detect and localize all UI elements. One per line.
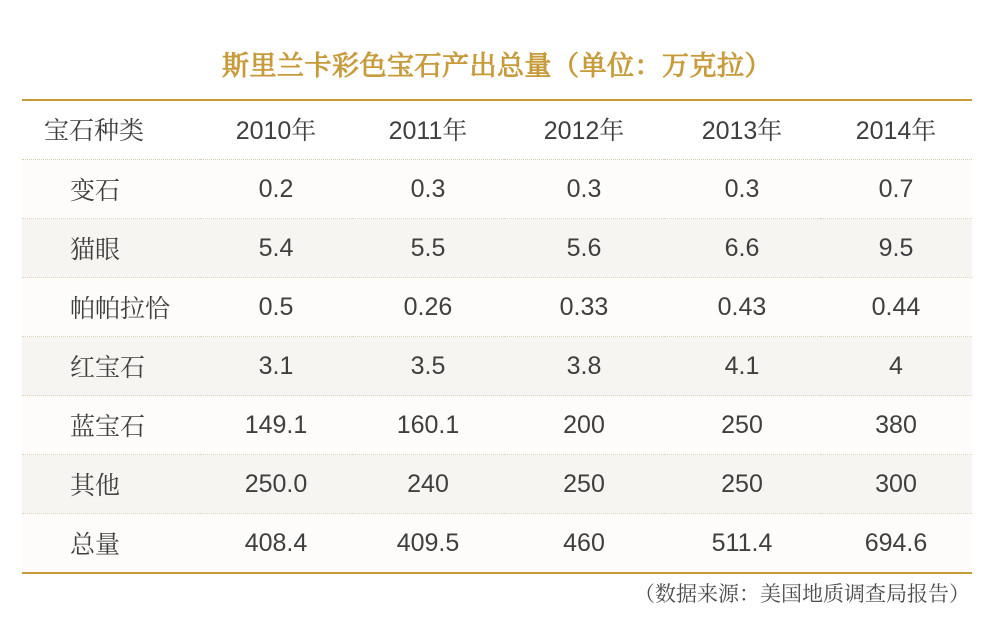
- row-label: 红宝石: [22, 337, 200, 396]
- cell-value: 0.44: [820, 278, 972, 337]
- cell-value: 0.3: [352, 160, 504, 219]
- column-header-2010: 2010年: [200, 100, 352, 160]
- row-label: 蓝宝石: [22, 396, 200, 455]
- cell-value: 0.5: [200, 278, 352, 337]
- table-row: [22, 160, 972, 219]
- column-header-2011: 2011年: [352, 100, 504, 160]
- cell-value: 240: [352, 455, 504, 514]
- table-body: [22, 160, 972, 574]
- cell-value: 3.5: [352, 337, 504, 396]
- cell-value: 5.6: [504, 219, 664, 278]
- row-label: 帕帕拉恰: [22, 278, 200, 337]
- cell-value: 160.1: [352, 396, 504, 455]
- row-label: 其他: [22, 455, 200, 514]
- column-header-2014: 2014年: [820, 100, 972, 160]
- cell-value: 200: [504, 396, 664, 455]
- table-header: [22, 100, 972, 160]
- cell-value: 0.3: [664, 160, 820, 219]
- cell-value: 0.33: [504, 278, 664, 337]
- column-header-category: 宝石种类: [22, 100, 200, 160]
- cell-value: 3.8: [504, 337, 664, 396]
- cell-value: 694.6: [820, 514, 972, 574]
- cell-value: 460: [504, 514, 664, 574]
- cell-value: 5.4: [200, 219, 352, 278]
- gem-output-table: [22, 99, 972, 574]
- page-title: 斯里兰卡彩色宝石产出总量（单位：万克拉）: [222, 51, 772, 81]
- table-row: [22, 219, 972, 278]
- cell-value: 250.0: [200, 455, 352, 514]
- cell-value: 409.5: [352, 514, 504, 574]
- table-row: [22, 337, 972, 396]
- cell-value: 0.3: [504, 160, 664, 219]
- table-row: [22, 455, 972, 514]
- cell-value: 4.1: [664, 337, 820, 396]
- cell-value: 0.7: [820, 160, 972, 219]
- cell-value: 0.26: [352, 278, 504, 337]
- cell-value: 5.5: [352, 219, 504, 278]
- table-row: [22, 278, 972, 337]
- cell-value: 300: [820, 455, 972, 514]
- cell-value: 380: [820, 396, 972, 455]
- cell-value: 6.6: [664, 219, 820, 278]
- column-header-2013: 2013年: [664, 100, 820, 160]
- cell-value: 0.2: [200, 160, 352, 219]
- data-source-note: （数据来源：美国地质调查局报告）: [634, 583, 970, 606]
- row-label: 猫眼: [22, 219, 200, 278]
- column-header-2012: 2012年: [504, 100, 664, 160]
- cell-value: 408.4: [200, 514, 352, 574]
- cell-value: 511.4: [664, 514, 820, 574]
- cell-value: 3.1: [200, 337, 352, 396]
- row-label: 变石: [22, 160, 200, 219]
- cell-value: 250: [664, 455, 820, 514]
- cell-value: 250: [504, 455, 664, 514]
- table-row-total: [22, 514, 972, 574]
- cell-value: 149.1: [200, 396, 352, 455]
- cell-value: 9.5: [820, 219, 972, 278]
- table-row: [22, 396, 972, 455]
- cell-value: 0.43: [664, 278, 820, 337]
- data-table-container: [22, 99, 972, 574]
- row-label: 总量: [22, 514, 200, 574]
- table-header-row: [22, 100, 972, 160]
- cell-value: 250: [664, 396, 820, 455]
- cell-value: 4: [820, 337, 972, 396]
